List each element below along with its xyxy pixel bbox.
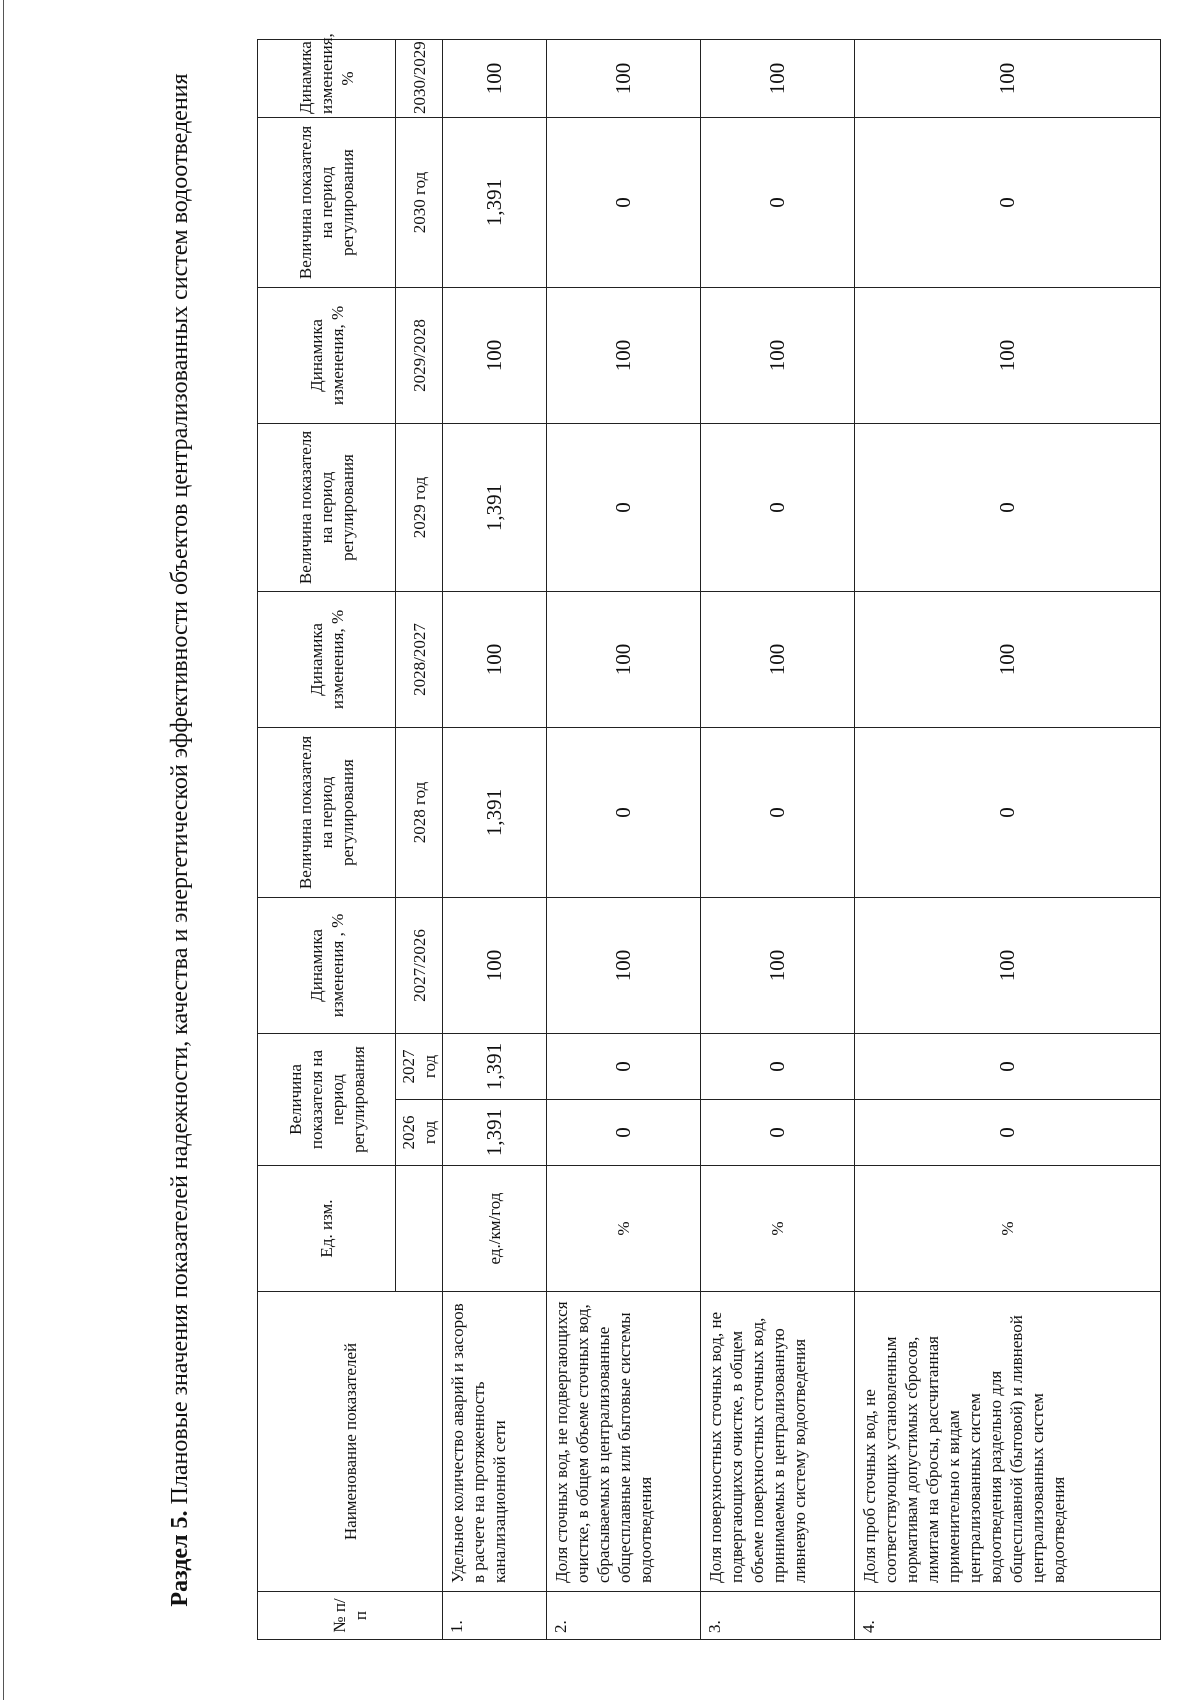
row-v2029: 0 [855,423,1161,591]
row-d2027: 100 [547,897,701,1033]
subheader-2028: 2028 год [396,727,443,897]
subheader-2027: 2027 год [396,1033,443,1099]
row-num: 2. [547,1592,701,1640]
row-d2029: 100 [443,287,547,423]
header-dyn-2029: Динамика изменения, % [258,287,396,423]
table-row [701,39,855,1639]
row-v2028: 0 [547,727,701,897]
row-num: 4. [855,1592,1161,1640]
row-v2027: 0 [701,1033,855,1099]
subheader-2026: 2026 год [396,1100,443,1166]
row-v2030: 0 [701,117,855,287]
row-d2028: 100 [547,591,701,727]
row-d2030: 100 [701,39,855,117]
row-v2026: 1,391 [443,1100,547,1166]
row-d2027: 100 [443,897,547,1033]
row-v2026: 0 [855,1100,1161,1166]
indicators-table [257,33,1161,1640]
row-v2029: 0 [547,423,701,591]
row-v2028: 1,391 [443,727,547,897]
row-d2030: 100 [443,39,547,117]
header-name: Наименование показателей [258,1292,443,1592]
rotated-page [35,30,1175,1650]
row-name: Доля поверхностных сточных вод, не подвергающихся очистке, в общем объеме поверхностных сточных вод, принимаемых в централизованную ливневую систему водоотведения [701,1292,855,1592]
header-num: № п/п [258,1592,443,1640]
row-v2026: 0 [547,1100,701,1166]
page-title [165,40,196,1640]
row-d2027: 100 [855,897,1161,1033]
row-v2027: 0 [855,1033,1161,1099]
row-name: Удельное количество аварий и засоров в расчете на протяженность канализационной сети [443,1292,547,1592]
subheader-2030: 2030 год [396,117,443,287]
row-v2030: 1,391 [443,117,547,287]
row-d2030: 100 [547,39,701,117]
scan-edge-line [3,0,4,1700]
header-dyn-2028: Динамика изменения, % [258,591,396,727]
header-dyn-2027: Динамика изменения , % [258,897,396,1033]
header-unit: Ед. изм. [258,1166,396,1292]
row-v2030: 0 [547,117,701,287]
row-v2027: 1,391 [443,1033,547,1099]
row-v2028: 0 [701,727,855,897]
row-d2028: 100 [443,591,547,727]
header-row [258,39,396,1639]
row-num: 3. [701,1592,855,1640]
row-v2028: 0 [855,727,1161,897]
row-unit: ед./км/год [443,1166,547,1292]
title-text: Плановые значения показателей надежности, качества и энергетической эффективности объектов централизованных систем водоотведения [167,73,193,1511]
row-v2029: 0 [701,423,855,591]
header-dyn-2030: Динамика изменения, % [258,39,396,117]
subheader-r2029: 2029/2028 [396,287,443,423]
row-d2029: 100 [547,287,701,423]
row-v2026: 0 [701,1100,855,1166]
subheader-unit-empty [396,1166,443,1292]
row-name: Доля проб сточных вод, не соответствующих установленным нормативам допустимых сбросов, лимитам на сбросы, рассчитанная применительно к видам централизованных систем водоотведения раздельно для общесплавной (бытовой) и ливневой централизованных систем водоотведения [855,1292,1161,1592]
row-d2027: 100 [701,897,855,1033]
row-num: 1. [443,1592,547,1640]
table-row [443,39,547,1639]
header-value-2029: Величина показателя на период регулирования [258,423,396,591]
table-row [547,39,701,1639]
row-v2029: 1,391 [443,423,547,591]
row-v2030: 0 [855,117,1161,287]
row-d2028: 100 [855,591,1161,727]
title-bold: Раздел 5. [167,1510,193,1607]
row-d2029: 100 [701,287,855,423]
table-row [855,39,1161,1639]
row-unit: % [855,1166,1161,1292]
header-value-2028: Величина показателя на период регулирования [258,727,396,897]
row-d2030: 100 [855,39,1161,117]
subheader-2029: 2029 год [396,423,443,591]
row-unit: % [701,1166,855,1292]
row-d2028: 100 [701,591,855,727]
subheader-r2027: 2027/2026 [396,897,443,1033]
header-value-2030: Величина показателя на период регулирования [258,117,396,287]
row-d2029: 100 [855,287,1161,423]
row-v2027: 0 [547,1033,701,1099]
subheader-r2030: 2030/2029 [396,39,443,117]
row-name: Доля сточных вод, не подвергающихся очистке, в общем объеме сточных вод, сбрасываемых в централизованные общесплавные или бытовые системы водоотведения [547,1292,701,1592]
subheader-r2028: 2028/2027 [396,591,443,727]
row-unit: % [547,1166,701,1292]
header-value-2026-2027: Величина показателя на период регулирования [258,1033,396,1165]
